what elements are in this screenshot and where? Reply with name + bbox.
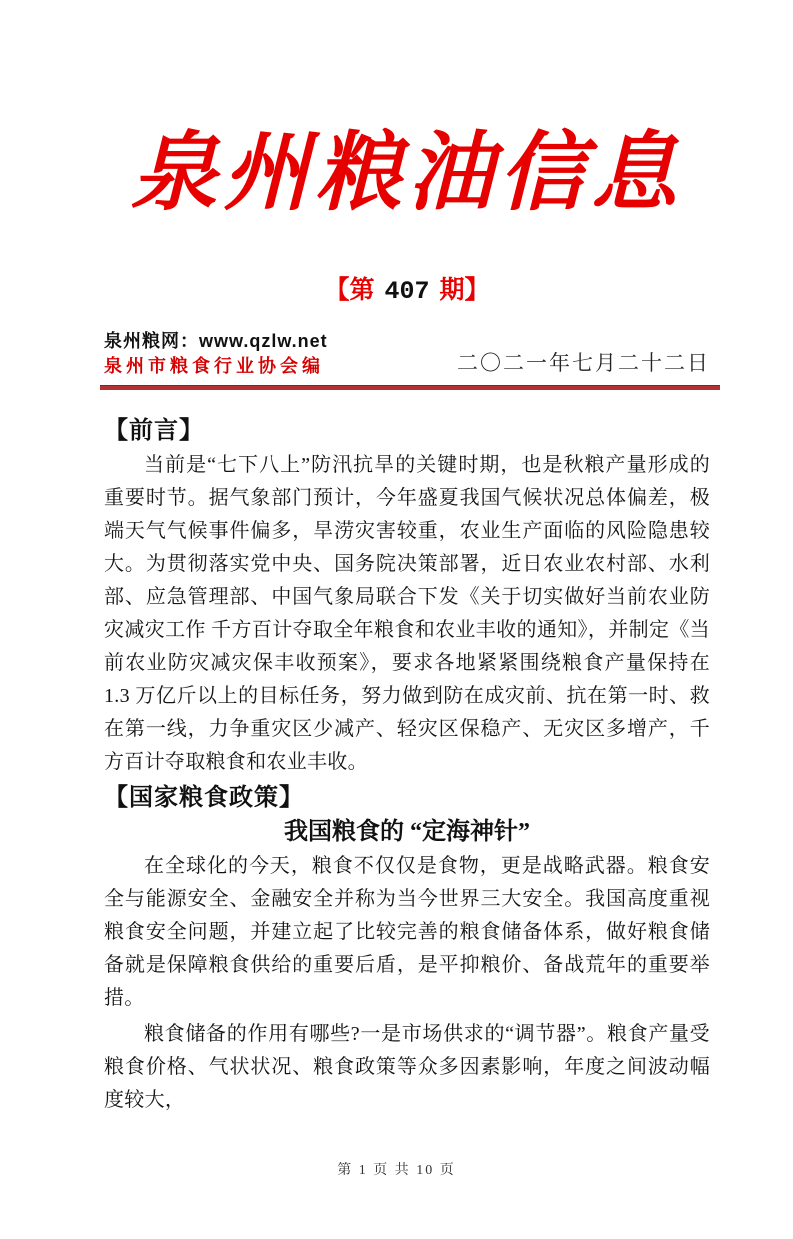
issue-line (104, 274, 710, 309)
publisher-editor: 泉州市粮食行业协会编 (104, 356, 324, 376)
issue-date: 二〇二一年七月二十二日 (457, 351, 710, 375)
page-content (104, 118, 710, 1117)
policy-paragraph-2: 粮食储备的作用有哪些?一是市场供求的“调节器”。粮食产量受粮食价格、气状状况、粮食政策等众多因素影响，年度之间波动幅度较大， (104, 1023, 710, 1111)
foreword-paragraph: 当前是“七下八上”防汛抗旱的关键时期，也是秋粮产量形成的重要时节。据气象部门预计，今年盛夏我国气候状况总体偏差，极端天气气候事件偏多，旱涝灾害较重，农业生产面临的风险隐患较大。为贯彻落实党中央、国务院决策部署，近日农业农村部、水利部、应急管理部、中国气象局联合下发《关于切实做好当前农业防灾减灾工作 千方百计夺取全年粮食和农业丰收的通知》，并制定《当前农业防灾减灾保丰收预案》，要求各地紧紧围绕粮食产量保持在 1.3 万亿斤以上的目标任务，努力做到防在成灾前、抗在第一时、救在第一线，力争重灾区少减产、轻灾区保稳产、无灾区多增产，千方百计夺取粮食和农业丰收。 (104, 454, 710, 773)
publisher-left (104, 329, 328, 379)
issue-prefix: 【第 (324, 277, 375, 304)
masthead-title: 泉州粮油信息 (131, 122, 683, 223)
publisher-block (104, 329, 710, 379)
page-number-indicator: 第 1 页 共 10 页 (337, 1163, 456, 1178)
divider-rule (100, 385, 720, 390)
issue-number: 407 (384, 277, 430, 306)
policy-paragraph-1: 在全球化的今天，粮食不仅仅是食物，更是战略武器。粮食安全与能源安全、金融安全并称为当今世界三大安全。我国高度重视粮食安全问题，并建立起了比较完善的粮食储备体系，做好粮食储备就是保障粮食供给的重要后盾，是平抑粮价、备战荒年的重要举措。 (104, 855, 710, 1009)
section-header-foreword: 【前言】 (104, 417, 204, 444)
section-header-policy: 【国家粮食政策】 (104, 784, 304, 811)
article-title: 我国粮食的 “定海神针” (284, 819, 530, 845)
issue-suffix: 期】 (439, 277, 490, 304)
document-page (0, 118, 793, 1239)
publisher-website: 泉州粮网：www.qzlw.net (104, 331, 328, 351)
